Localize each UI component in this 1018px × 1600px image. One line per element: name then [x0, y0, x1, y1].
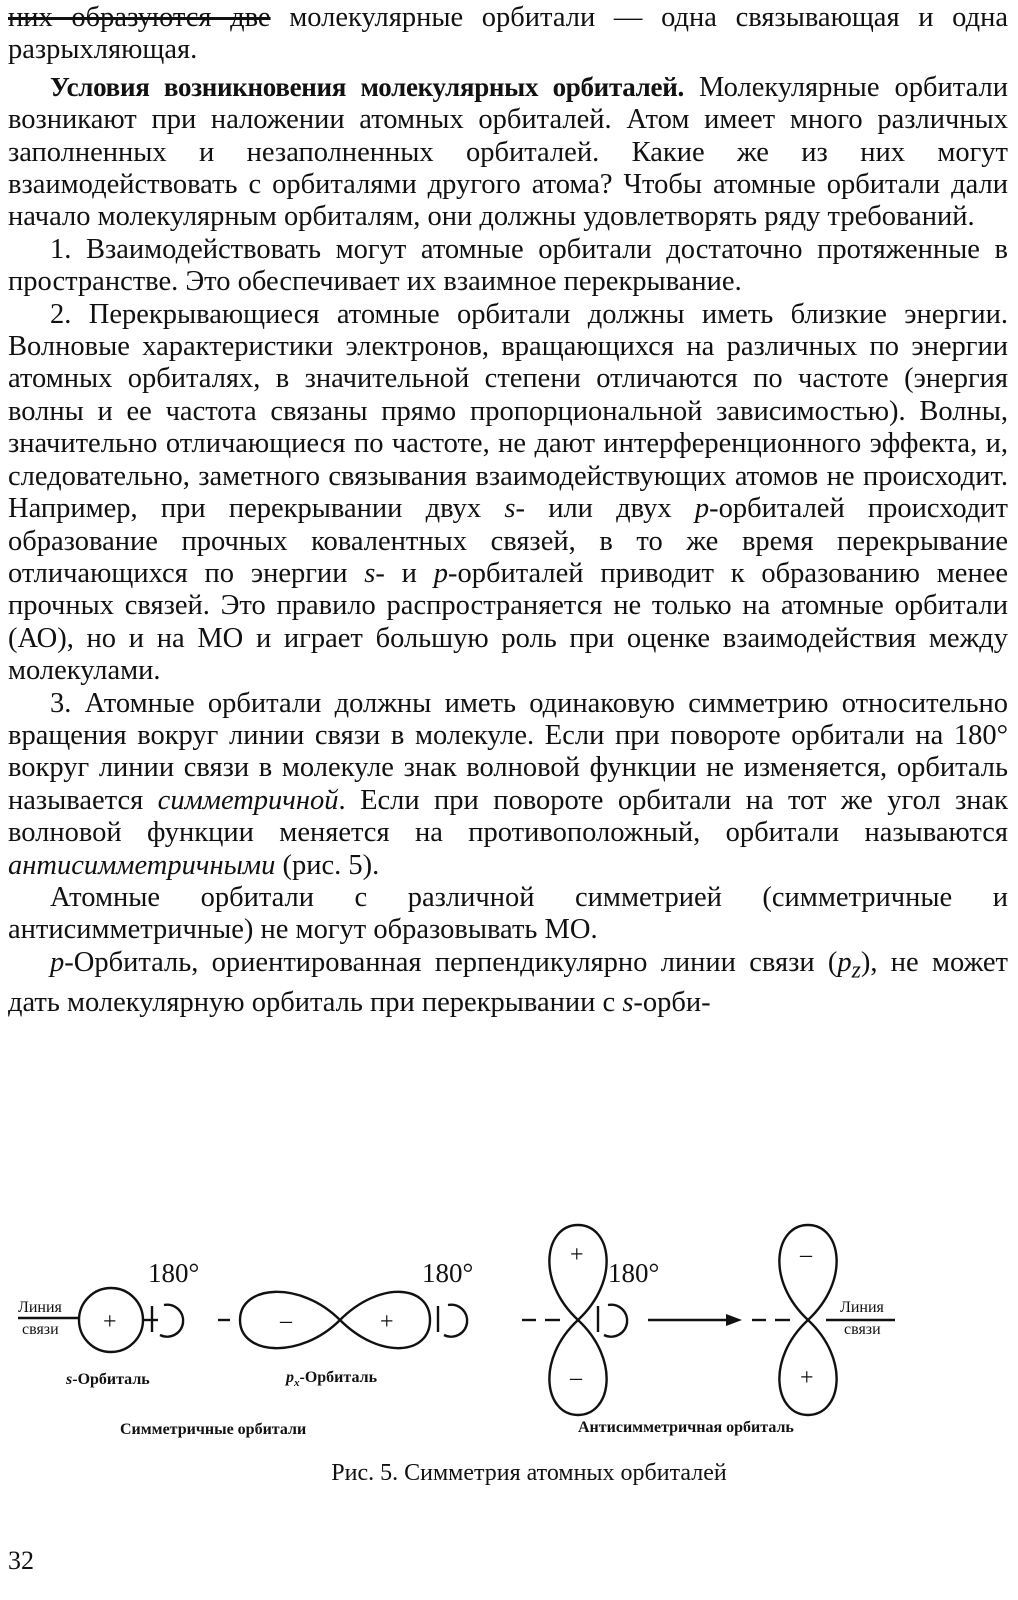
italic-term-symmetric: симметричной	[157, 784, 339, 816]
px-lobe-minus: –	[280, 1308, 292, 1334]
rotation-arrow-2	[444, 1305, 467, 1337]
pz-bottom-minus: –	[570, 1365, 582, 1391]
subscript-z: z	[851, 957, 861, 984]
italic-s: s	[504, 493, 516, 525]
s-orbital-label: s-Орбиталь	[66, 1371, 150, 1388]
paragraph-3	[8, 299, 1008, 688]
struck-text: них образуются две	[8, 2, 271, 33]
italic-p: p	[837, 946, 852, 978]
italic-term-antisymmetric: антисимметричными	[8, 849, 276, 881]
paragraph-6-part: ), не может дать молекулярную орбиталь при перекрывании с	[8, 946, 1008, 1018]
pz-rot-top-minus: –	[800, 1242, 812, 1268]
figure-orbital-symmetry	[0, 1210, 1018, 1460]
antisymmetric-orbital-label: Антисимметричная орбиталь	[578, 1419, 794, 1436]
italic-p: p	[50, 946, 65, 978]
paragraph-5: Атомные орбитали с различной симметрией (симметричные и антисимметричные) не могут образовывать МО.	[8, 881, 1008, 946]
italic-s: s	[622, 986, 634, 1018]
paragraph-4-part: . Если при повороте орбитали на тот же угол знак волновой функции меняется на противоположный, орбитали называются	[8, 784, 1008, 849]
paragraph-4-part: 3. Атомные орбитали должны иметь одинаковую симметрию относительно вращения вокруг линии связи в молекуле. Если при повороте орбитали на 180° вокруг линии связи в молекуле знак волновой функции не изменяется, орбиталь называется	[8, 687, 1008, 816]
bond-line-label-right-2: связи	[844, 1321, 881, 1338]
paragraph-3-part: - или двух	[515, 493, 695, 525]
px-lobe-plus: +	[380, 1309, 394, 1335]
pz-top-plus: +	[570, 1242, 584, 1268]
angle-label-2: 180°	[422, 1258, 474, 1288]
s-orbital-plus: +	[103, 1309, 117, 1335]
italic-p: p	[433, 557, 448, 589]
paragraph-3-part: -орбиталей приводит к образованию менее прочных связей. Это правило распространяется не только на атомные орбитали (АО), но и на МО и играет большую роль при оценке взаимодействия между молекулами.	[8, 557, 1008, 687]
page-body-text	[8, 2, 1008, 1019]
symmetric-orbitals-label: Симметричные орбитали	[120, 1421, 307, 1438]
px-orbital-shape	[240, 1292, 430, 1348]
paragraph-0	[8, 2, 1008, 67]
bond-line-label-left-1: Линия	[18, 1299, 62, 1316]
angle-label-1: 180°	[148, 1258, 200, 1288]
section-heading: Условия возникновения молекулярных орбиталей.	[50, 71, 684, 102]
paragraph-0-text: молекулярные орбитали — одна связывающая и одна разрыхляющая.	[8, 2, 1009, 66]
figure-caption: Рис. 5. Симметрия атомных орбиталей	[331, 1460, 727, 1486]
paragraph-1-text: Молекулярные орбитали возникают при наложении атомных орбиталей. Атом имеет много различных заполненных и незаполненных орбиталей. Какие же из них могут взаимодействовать с орбиталями другого атома? Чтобы атомные орбитали дали начало молекулярным орбиталям, они должны удовлетворять ряду требований.	[8, 71, 1008, 233]
paragraph-6-part: -Орбиталь, ориентированная перпендикулярно линии связи (	[64, 946, 838, 978]
page-number: 32	[8, 1546, 34, 1575]
paragraph-4-part: (рис. 5).	[275, 849, 380, 881]
px-orbital-label: $p_x$-Орбиталь	[286, 1369, 378, 1389]
paragraph-2: 1. Взаимодействовать могут атомные орбитали достаточно протяженные в пространстве. Это обеспечивает их взаимное перекрывание.	[8, 233, 1008, 298]
paragraph-3-part: 2. Перекрывающиеся атомные орбитали должны иметь близкие энергии. Волновые характеристики электронов, вращающихся на различных по энергии атомных орбиталях, в значительной степени отличаются по частоте (энергия волны и ее частота связаны прямо пропорциональной зависимостью). Волны, значительно отличающиеся по частоте, не дают интерференционного эффекта, и, следовательно, заметного связывания взаимодействующих атомов не происходит. Например, при перекрывании двух	[8, 298, 1008, 525]
italic-p: p	[694, 493, 710, 525]
italic-s: s	[364, 557, 376, 589]
bond-line-label-right-1: Линия	[840, 1299, 884, 1316]
paragraph-1	[8, 71, 1008, 234]
arrow-head-icon	[726, 1314, 742, 1326]
rotation-arrow-1	[160, 1305, 183, 1337]
orbital-diagram	[0, 1210, 1018, 1460]
pz-rot-bottom-plus: +	[800, 1365, 814, 1391]
paragraph-3-part: - и	[375, 557, 434, 589]
bond-line-label-left-2: связи	[22, 1321, 59, 1338]
paragraph-6	[8, 947, 1008, 1020]
paragraph-4	[8, 688, 1008, 882]
paragraph-6-part: -орби-	[633, 986, 711, 1018]
rotation-arrow-3	[604, 1305, 627, 1337]
paragraph-3-part: -орбиталей происходит образование прочных ковалентных связей, в то же время перекрывание отличающихся по энергии	[8, 493, 1009, 589]
angle-label-3: 180°	[608, 1258, 660, 1288]
